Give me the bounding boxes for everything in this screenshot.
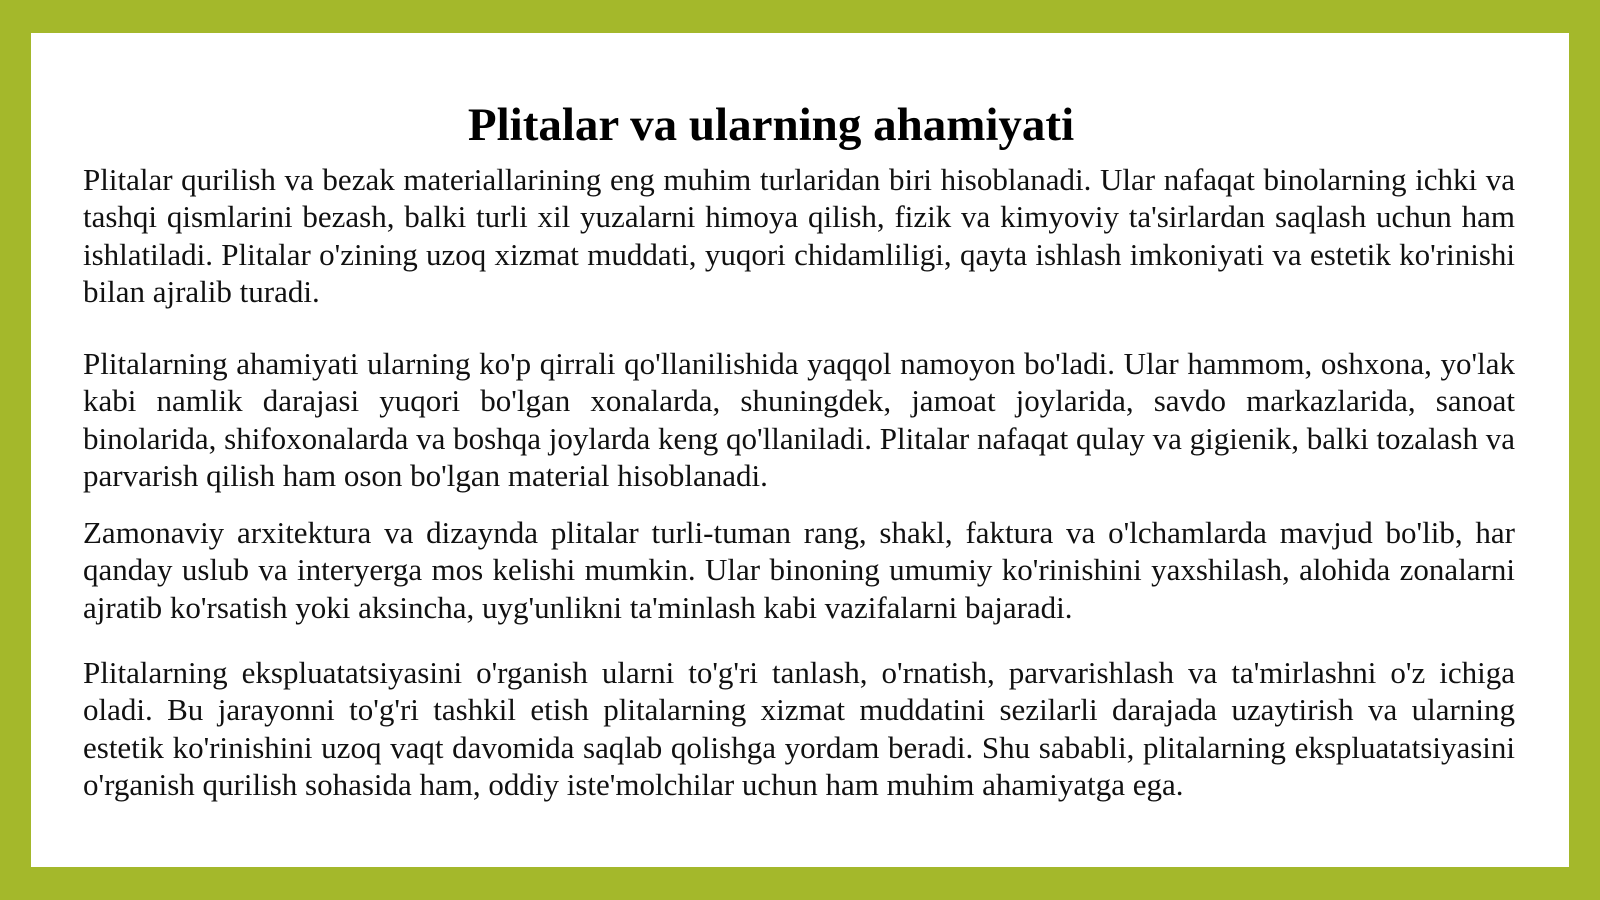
paragraph-1: Plitalar qurilish va bezak materiallarining eng muhim turlaridan biri hisoblanadi. Ular nafaqat binolarning ichki va tashqi qismlarini bezash, balki turli xil yuzalarni himoya qilish, fizik va kimyoviy ta'sirlardan saqlash uchun ham ishlatiladi. Plitalar o'zining uzoq xizmat muddati, yuqori chidamliligi, qayta ishlash imkoniyati va estetik ko'rinishi bilan ajralib turadi. (83, 162, 1515, 309)
slide (31, 33, 1569, 867)
paragraph-4: Plitalarning ekspluatatsiyasini o'rganish ularni to'g'ri tanlash, o'rnatish, parvarishlash va ta'mirlashni o'z ichiga oladi. Bu jarayonni to'g'ri tashkil etish plitalarning xizmat muddatini sezilarli darajada uzaytirish va ularning estetik ko'rinishini uzoq vaqt davomida saqlab qolishga yordam beradi. Shu sababli, plitalarning ekspluatatsiyasini o'rganish qurilish sohasida ham, oddiy iste'molchilar uchun ham muhim ahamiyatga ega. (83, 655, 1515, 802)
paragraph-2: Plitalarning ahamiyati ularning ko'p qirrali qo'llanilishida yaqqol namoyon bo'ladi. Ular hammom, oshxona, yo'lak kabi namlik darajasi yuqori bo'lgan xonalarda, shuningdek, jamoat joylarida, savdo markazlarida, sanoat binolarida, shifoxonalarda va boshqa joylarda keng qo'llaniladi. Plitalar nafaqat qulay va gigienik, balki tozalash va parvarish qilish ham oson bo'lgan material hisoblanadi. (83, 346, 1516, 493)
paragraph-3: Zamonaviy arxitektura va dizaynda plitalar turli-tuman rang, shakl, faktura va o'lchamlarda mavjud bo'lib, har qanday uslub va interyerga mos kelishi mumkin. Ular binoning umumiy ko'rinishini yaxshilash, alohida zonalarni ajratib ko'rsatish yoki aksincha, uyg'unlikni ta'minlash kabi vazifalarni bajaradi. (83, 515, 1515, 625)
slide-title: Plitalar va ularning ahamiyati (467, 99, 1075, 151)
